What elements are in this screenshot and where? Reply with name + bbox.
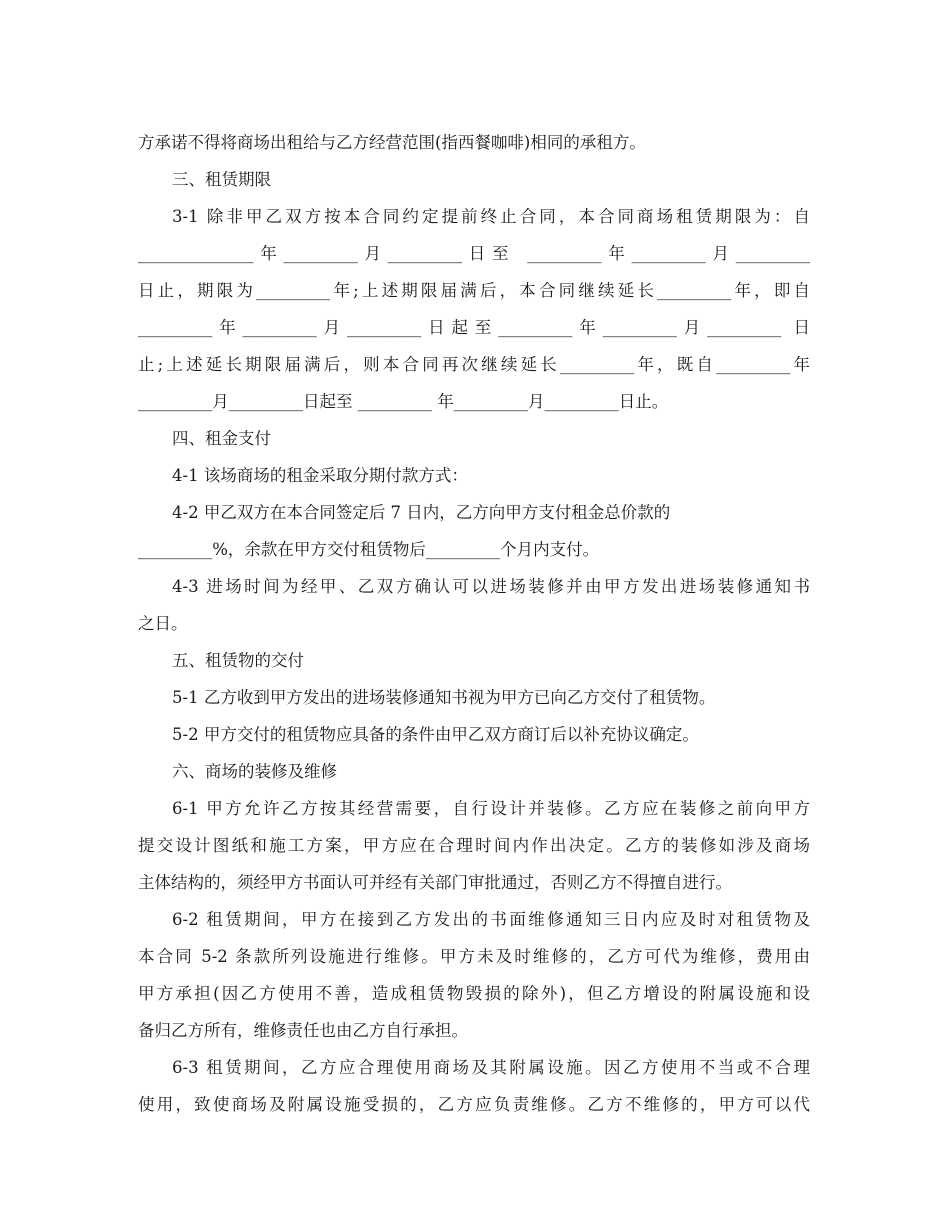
document-text-line: _________年_________月_________日起至_________年_________月_________ 日 bbox=[138, 318, 810, 337]
document-text-line: 方承诺不得将商场出租给与乙方经营范围(指西餐咖啡)相同的承租方。 bbox=[138, 133, 646, 152]
document-text-line: 4-3 进场时间为经甲、乙双方确认可以进场装修并由甲方发出进场装修通知书 bbox=[172, 577, 810, 596]
document-text-line: 三、租赁期限 bbox=[172, 170, 271, 189]
document-body bbox=[138, 124, 810, 1123]
document-text-line: 六、商场的装修及维修 bbox=[172, 762, 337, 781]
document-text-line: 之日。 bbox=[138, 614, 188, 633]
document-text-line: 使用，致使商场及附属设施受损的，乙方应负责维修。乙方不维修的，甲方可以代 bbox=[138, 1095, 810, 1114]
document-text-line: 5-2 甲方交付的租赁物应具备的条件由甲乙双方商订后以补充协议确定。 bbox=[172, 725, 699, 744]
document-text-line: 主体结构的，须经甲方书面认可并经有关部门审批通过，否则乙方不得擅自进行。 bbox=[138, 873, 732, 892]
document-text-line: 5-1 乙方收到甲方发出的进场装修通知书视为甲方已向乙方交付了租赁物。 bbox=[172, 688, 716, 707]
document-text-line: 6-2 租赁期间，甲方在接到乙方发出的书面维修通知三日内应及时对租赁物及 bbox=[172, 910, 810, 929]
document-text-line: 甲方承担(因乙方使用不善，造成租赁物毁损的除外)，但乙方增设的附属设施和设 bbox=[138, 984, 810, 1003]
document-text-line: _________月_________日起至 _________ 年_________月_________日止。 bbox=[138, 392, 669, 411]
document-text-line: 6-1 甲方允许乙方按其经营需要，自行设计并装修。乙方应在装修之前向甲方 bbox=[172, 799, 810, 818]
document-text-line: 提交设计图纸和施工方案，甲方应在合理时间内作出决定。乙方的装修如涉及商场 bbox=[138, 836, 810, 855]
document-text-line: 日止，期限为_________年;上述期限届满后，本合同继续延长_________年，即自 bbox=[138, 281, 810, 300]
document-text-line: 四、租金支付 bbox=[172, 429, 271, 448]
document-text-line: 4-2 甲乙双方在本合同签定后 7 日内，乙方向甲方支付租金总价款的 bbox=[172, 503, 671, 522]
document-text-line: _________%，余款在甲方交付租赁物后_________个月内支付。 bbox=[138, 540, 600, 559]
document-text-line: 3-1 除非甲乙双方按本合同约定提前终止合同，本合同商场租赁期限为：自 bbox=[172, 207, 810, 226]
document-text-line: ______________年_________月_________日至 _________年_________月_________ bbox=[138, 244, 810, 263]
document-text-line: 4-1 该场商场的租金采取分期付款方式： bbox=[172, 466, 468, 485]
document-text-line: 五、租赁物的交付 bbox=[172, 651, 304, 670]
document-text-line: 6-3 租赁期间，乙方应合理使用商场及其附属设施。因乙方使用不当或不合理 bbox=[172, 1058, 810, 1077]
document-text-line: 止;上述延长期限届满后，则本合同再次继续延长_________年，既自_________年 bbox=[138, 355, 810, 374]
document-text-line: 本合同 5-2 条款所列设施进行维修。甲方未及时维修的，乙方可代为维修，费用由 bbox=[138, 947, 810, 966]
document-text-line: 备归乙方所有，维修责任也由乙方自行承担。 bbox=[138, 1021, 468, 1040]
document-page bbox=[138, 124, 810, 1123]
